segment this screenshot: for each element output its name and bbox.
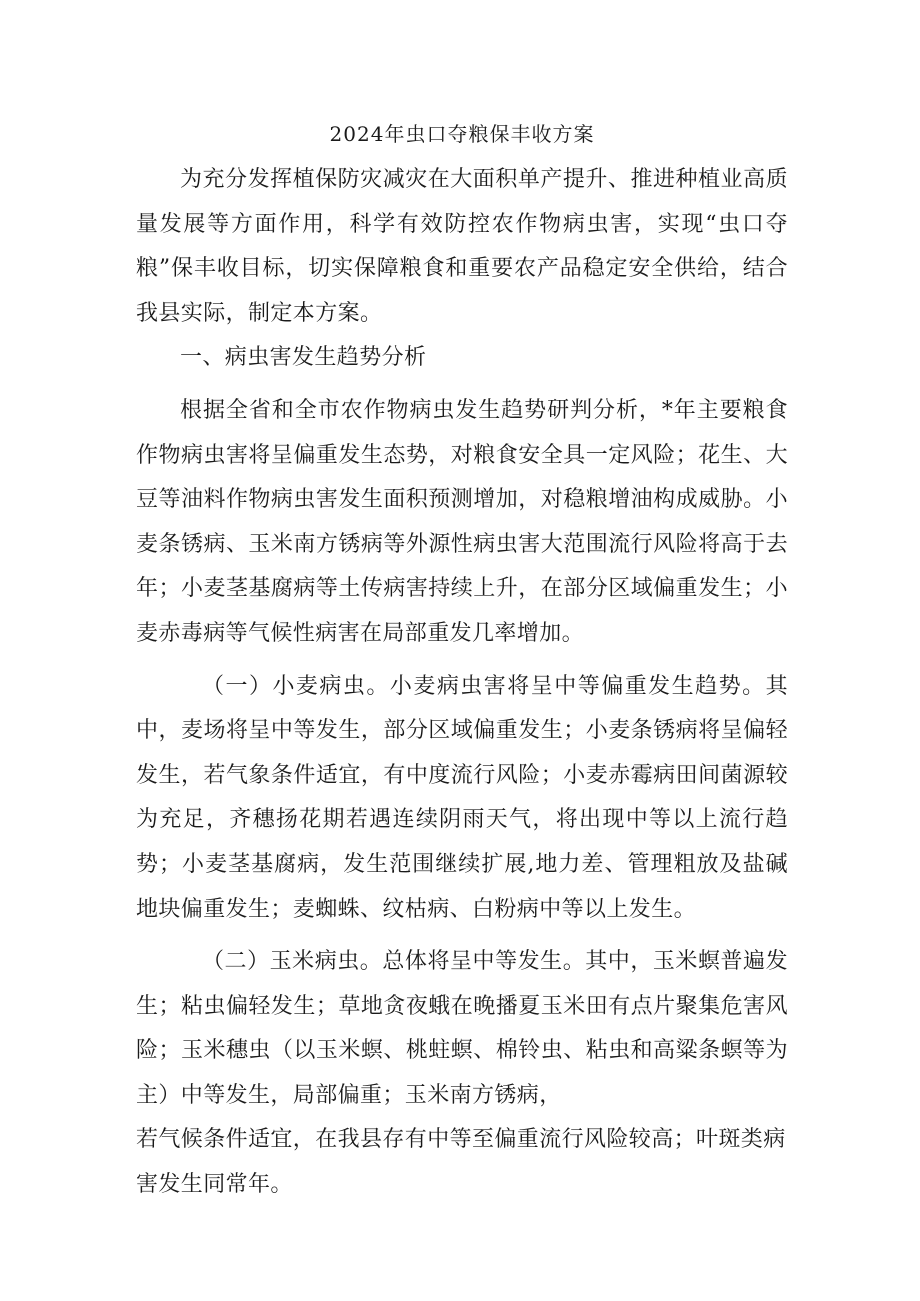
- spacer: [136, 657, 788, 665]
- spacer: [136, 381, 788, 389]
- trend-analysis-paragraph: 根据全省和全市农作物病虫发生趋势研判分析，*年主要粮食作物病虫害将呈偏重发生态势，对粮食安全具一定风险；花生、大豆等油料作物病虫害发生面积预测增加，对稳粮增油构成威胁。小麦条锈病、玉米南方锈病等外源性病虫害大范围流行风险将高于去年；小麦茎基腐病等土传病害持续上升，在部分区域偏重发生；小麦赤毒病等气候性病害在局部重发几率增加。: [136, 397, 788, 646]
- intro-paragraph: 为充分发挥植保防灾减灾在大面积单产提升、推进种植业高质量发展等方面作用，科学有效防控农作物病虫害，实现“虫口夺粮”保丰收目标，切实保障粮食和重要农产品稳定安全供给，结合我县实际，制定本方案。: [136, 167, 788, 326]
- wheat-pests-paragraph: （一）小麦病虫。小麦病虫害将呈中等偏重发生趋势。其中，麦场将呈中等发生，部分区域偏重发生；小麦条锈病将呈偏轻发生，若气象条件适宜，有中度流行风险；小麦赤霉病田间菌源较为充足，齐穗扬花期若遇连续阴雨天气，将出现中等以上流行趋势；小麦茎基腐病，发生范围继续扩展,地力差、管理粗放及盐碱地块偏重发生；麦蜘蛛、纹枯病、白粉病中等以上发生。: [136, 673, 788, 922]
- section-heading-trend-analysis: 一、病虫害发生趋势分析: [180, 345, 427, 371]
- spacer: [136, 932, 788, 940]
- document-title: 2024年虫口夺粮保丰收方案: [329, 122, 595, 146]
- corn-pests-continuation: 若气候条件适宜，在我县存有中等至偏重流行风险较高；叶斑类病害发生同常年。: [136, 1127, 786, 1198]
- document-body: [136, 112, 788, 1208]
- corn-pests-paragraph: （二）玉米病虫。总体将呈中等发生。其中，玉米螟普遍发生；粘虫偏轻发生；草地贪夜蛾在晚播夏玉米田有点片聚集危害风险；玉米穗虫（以玉米螟、桃蛀螟、棉铃虫、粘虫和高粱条螟等为主）中等发生，局部偏重；玉米南方锈病，: [136, 949, 788, 1108]
